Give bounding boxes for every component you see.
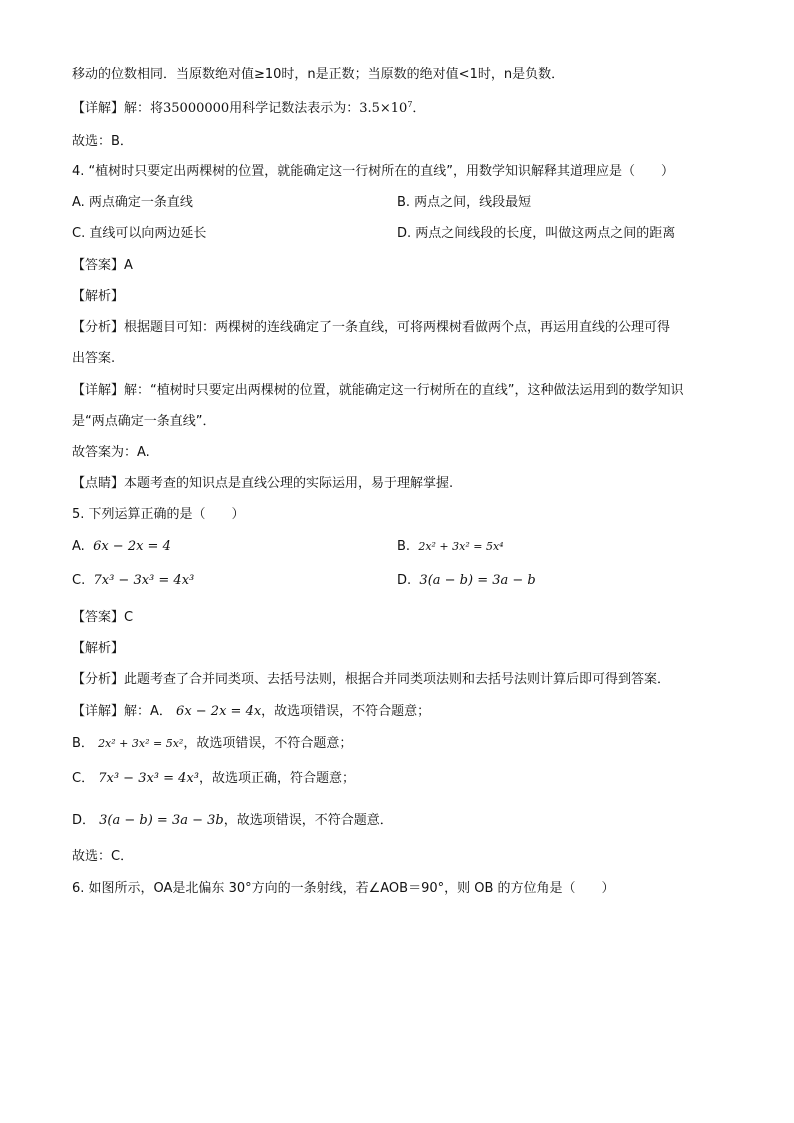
q4-conclusion: 故答案为：A.: [72, 445, 150, 460]
q5-detail-d-pre: D．: [72, 813, 96, 828]
q5-detail-b-post: ，故选项错误，不符合题意；: [183, 736, 353, 751]
q5-detail-d-math: 3(a − b) = 3a − 3b: [99, 813, 224, 828]
q5-detail-c: [72, 770, 355, 788]
detail-end: ．: [412, 101, 426, 116]
q5-option-d: [397, 572, 536, 590]
detail-sci-exp: 7: [407, 100, 413, 109]
q4-option-b: B. 两点之间，线段最短: [397, 195, 532, 210]
q4-comment: 【点睛】本题考查的知识点是直线公理的实际运用，易于理解掌握.: [72, 476, 454, 491]
q5-option-a: [72, 538, 171, 556]
q5-option-b-label: B.: [397, 539, 411, 554]
detail-number: 35000000: [163, 101, 230, 116]
q4-analysis-heading: 【解析】: [72, 289, 125, 304]
detail-sci-base: 3.5×10: [359, 101, 408, 116]
q5-detail-b: [72, 735, 352, 753]
q5-option-d-label: D.: [397, 573, 412, 588]
q5-detail-c-post: ，故选项正确，符合题意；: [198, 771, 355, 786]
q5-analysis-heading: 【解析】: [72, 641, 125, 656]
text-line-choice-3: 故选：B．: [72, 134, 133, 149]
q4-answer: 【答案】A: [72, 258, 133, 273]
question-5: 5. 下列运算正确的是（ ）: [72, 507, 245, 522]
q5-option-c: [72, 572, 194, 590]
q5-option-c-label: C.: [72, 573, 86, 588]
q5-detail-b-math: 2x² + 3x² = 5x²: [98, 737, 184, 750]
question-6: 6. 如图所示，OA是北偏东 30°方向的一条射线，若∠AOB＝90°，则 OB 的方位角是（ ）: [72, 881, 615, 896]
q4-detail-line-1: 【详解】解：“植树时只要定出两棵树的位置，就能确定这一行树所在的直线”，这种做法运用到的数学知识: [72, 383, 684, 398]
q5-answer: 【答案】C: [72, 610, 134, 625]
q4-option-d: D. 两点之间线段的长度，叫做这两点之间的距离: [397, 226, 676, 241]
q5-option-b: [397, 538, 504, 556]
q5-detail-a: [72, 703, 430, 721]
q5-detail-c-pre: C．: [72, 771, 95, 786]
q5-option-b-math: 2x² + 3x² = 5x⁴: [418, 540, 504, 553]
question-4: 4. “植树时只要定出两棵树的位置，就能确定这一行树所在的直线”，用数学知识解释其道理应是（ ）: [72, 164, 675, 179]
detail-text: 用科学记数法表示为：: [229, 101, 360, 116]
q5-detail-d: [72, 812, 393, 830]
text-line-detail: [72, 100, 425, 118]
q5-option-a-math: 6x − 2x = 4: [93, 539, 171, 554]
q4-option-a: A. 两点确定一条直线: [72, 195, 193, 210]
detail-label: 【详解】解：将: [72, 101, 164, 116]
q5-option-d-math: 3(a − b) = 3a − b: [419, 573, 536, 588]
q5-conclusion: 故选：C．: [72, 849, 134, 864]
q5-detail-a-math: 6x − 2x = 4x: [176, 704, 262, 719]
q4-option-c: C. 直线可以向两边延长: [72, 226, 207, 241]
q5-option-c-math: 7x³ − 3x³ = 4x³: [93, 573, 195, 588]
q5-analysis: 【分析】此题考查了合并同类项、去括号法则，根据合并同类项法则和去括号法则计算后即可得到答案．: [72, 672, 671, 687]
q4-analysis-line-1: 【分析】根据题目可知：两棵树的连线确定了一条直线，可将两棵树看做两个点，再运用直线的公理可得: [72, 320, 671, 335]
q5-detail-d-post: ，故选项错误，不符合题意．: [223, 813, 393, 828]
q5-detail-c-math: 7x³ − 3x³ = 4x³: [98, 771, 199, 786]
q5-detail-a-pre: 【详解】解：A．: [72, 704, 172, 719]
q5-detail-b-pre: B．: [72, 736, 94, 751]
q5-option-a-label: A.: [72, 539, 85, 554]
q4-analysis-line-2: 出答案.: [72, 351, 116, 366]
q5-detail-a-post: ，故选项错误，不符合题意；: [261, 704, 431, 719]
q4-detail-line-2: 是“两点确定一条直线”．: [72, 414, 216, 429]
text-line-intro: 移动的位数相同．当原数绝对值≥10时，n是正数；当原数的绝对值<1时，n是负数．: [72, 67, 565, 82]
